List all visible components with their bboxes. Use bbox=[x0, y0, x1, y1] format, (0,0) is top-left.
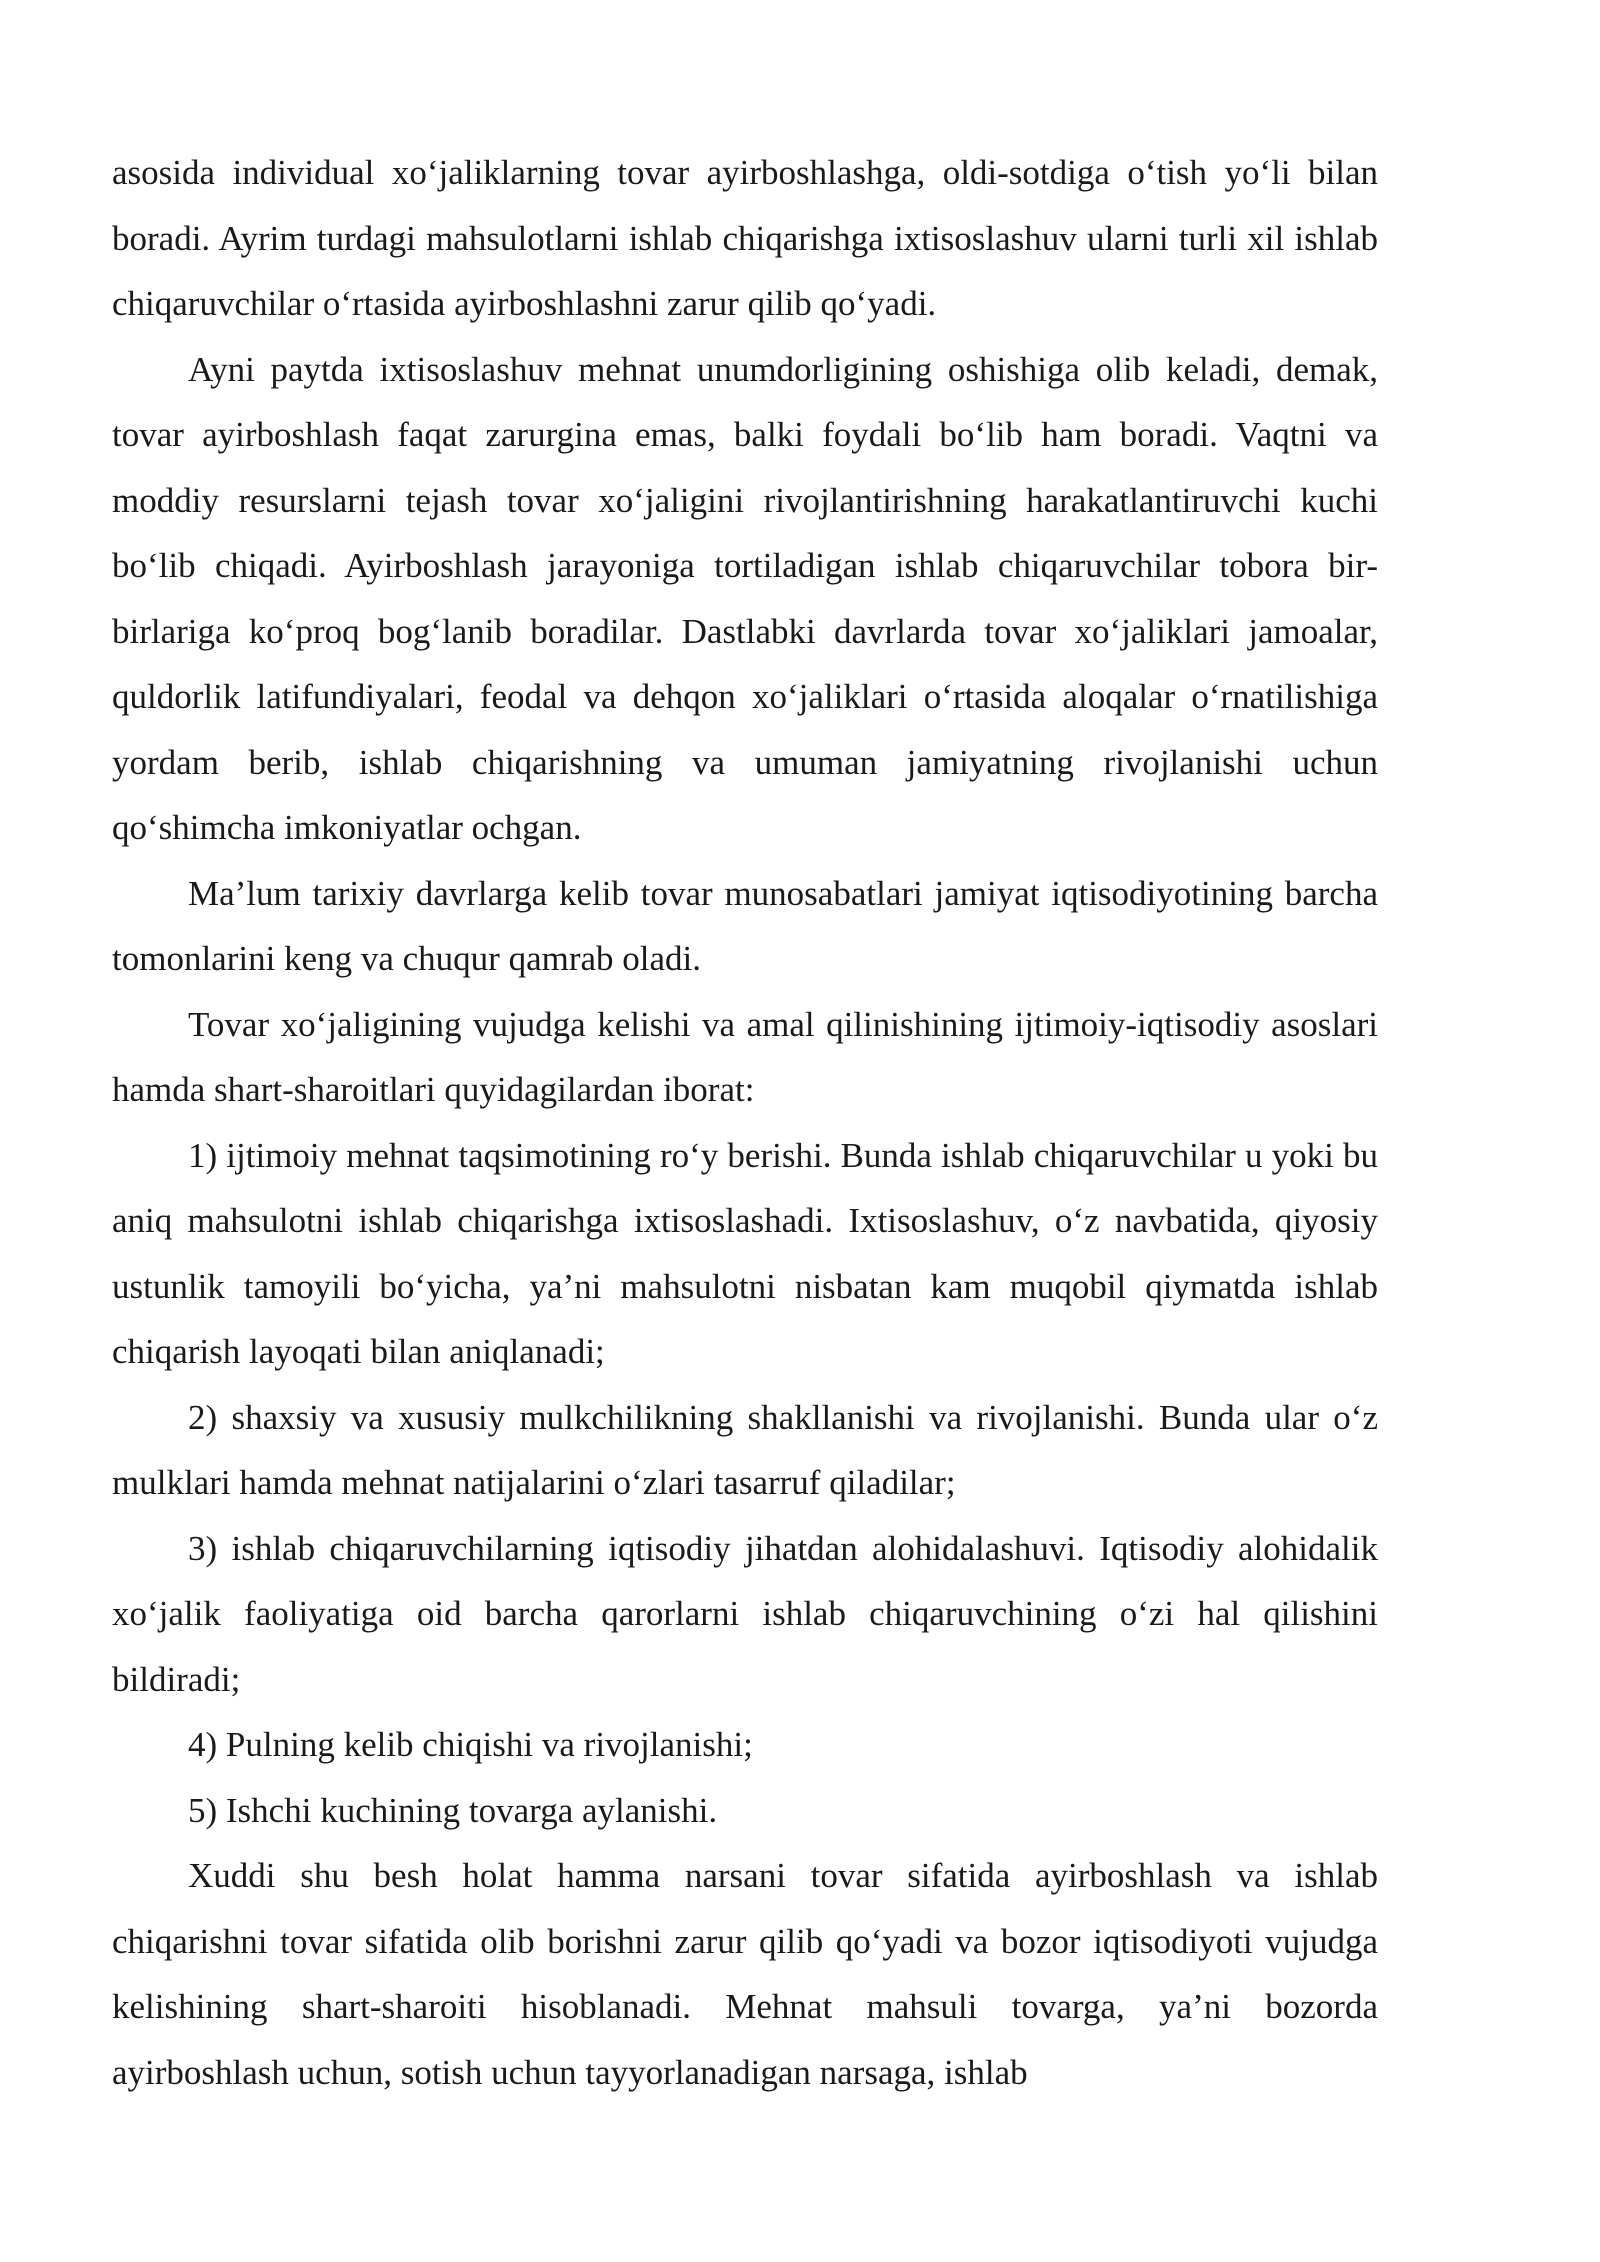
list-item-5: 5) Ishchi kuchining tovarga aylanishi. bbox=[188, 1790, 718, 1830]
document-page bbox=[112, 140, 1378, 2105]
list-item-1: 1) ijtimoiy mehnat taqsimotining ro‘y berishi. Bunda ishlab chiqaruvchilar u yoki bu aniq mahsulotni ishlab chiqarishga ixtisoslashadi. Ixtisoslashuv, o‘z navbatida, qiyosiy ustunlik tamoyili bo‘yicha, ya’ni mahsulotni nisbatan kam muqobil qiymatda ishlab chiqarish layoqati bilan aniqlanadi; bbox=[112, 1135, 1378, 1371]
list-item-3: 3) ishlab chiqaruvchilarning iqtisodiy jihatdan alohidalashuvi. Iqtisodiy alohidalik xo‘jalik faoliyatiga oid barcha qarorlarni ishlab chiqaruvchining o‘zi hal qilishini bildiradi; bbox=[112, 1528, 1378, 1699]
paragraph-3: Ma’lum tarixiy davrlarga kelib tovar munosabatlari jamiyat iqtisodiyotining barcha tomonlarini keng va chuqur qamrab oladi. bbox=[112, 873, 1378, 978]
paragraph-2: Ayni paytda ixtisoslashuv mehnat unumdorligining oshishiga olib keladi, demak, tovar ayirboshlash faqat zarurgina emas, balki foydali bo‘lib ham boradi. Vaqtni va moddiy resurslarni tejash tovar xo‘jaligini rivojlantirishning harakatlantiruvchi kuchi bo‘lib chiqadi. Ayirboshlash jarayoniga tortiladigan ishlab chiqaruvchilar tobora bir-birlariga ko‘proq bog‘lanib boradilar. Dastlabki davrlarda tovar xo‘jaliklari jamoalar, quldorlik latifundiyalari, feodal va dehqon xo‘jaliklari o‘rtasida aloqalar o‘rnatilishiga yordam berib, ishlab chiqarishning va umuman jamiyatning rivojlanishi uchun qo‘shimcha imkoniyatlar ochgan. bbox=[112, 349, 1378, 847]
paragraph-1: asosida individual xo‘jaliklarning tovar ayirboshlashga, oldi-sotdiga o‘tish yo‘li bilan boradi. Ayrim turdagi mahsulotlarni ishlab chiqarishga ixtisoslashuv ularni turli xil ishlab chiqaruvchilar o‘rtasida ayirboshlashni zarur qilib qo‘yadi. bbox=[112, 153, 1378, 323]
list-item-4: 4) Pulning kelib chiqishi va rivojlanishi; bbox=[188, 1725, 753, 1764]
paragraph-final: Xuddi shu besh holat hamma narsani tovar sifatida ayirboshlash va ishlab chiqarishni tovar sifatida olib borishni zarur qilib qo‘yadi va bozor iqtisodiyoti vujudga kelishining shart-sharoiti hisoblanadi. Mehnat mahsuli tovarga, ya’ni bozorda ayirboshlash uchun, sotish uchun tayyorlanadigan narsaga, ishlab bbox=[112, 1856, 1378, 2092]
paragraph-4: Tovar xo‘jaligining vujudga kelishi va amal qilinishining ijtimoiy-iqtisodiy asoslari hamda shart-sharoitlari quyidagilardan iborat: bbox=[112, 1004, 1378, 1109]
list-item-2: 2) shaxsiy va xususiy mulkchilikning shakllanishi va rivojlanishi. Bunda ular o‘z mulklari hamda mehnat natijalarini o‘zlari tasarruf qiladilar; bbox=[112, 1397, 1378, 1502]
